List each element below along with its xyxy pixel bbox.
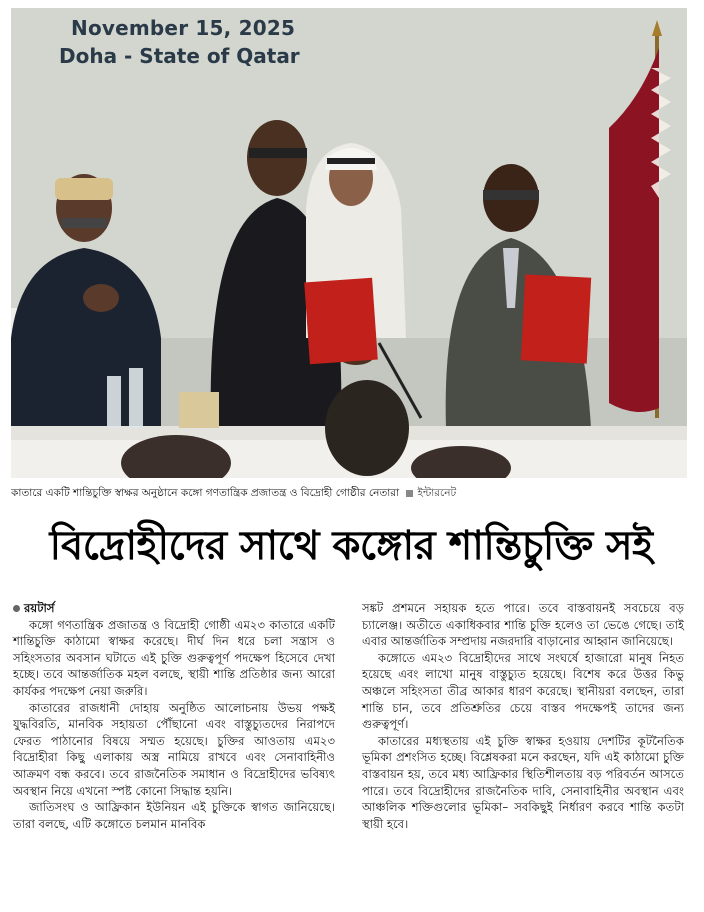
paragraph: কাতারের রাজধানী দোহায় অনুষ্ঠিত আলোচনায় উভয় পক্ষই যুদ্ধবিরতি, মানবিক সহায়তা পৌঁছানো এবং বাস্তুচ্যুতদের নিরাপদে ফেরত পাঠানোর বিষয়ে সম্মত হয়েছে। চুক্তির আওতায় এম২৩ বিদ্রোহীরা কিছু এলাকায় অস্ত্র নামিয়ে রাখবে এবং সেনাবাহিনীও আক্রমণ বন্ধ করবে। তবে রাজনৈতিক সমাধান ও বিদ্রোহীদের ভবিষ্যৎ অবস্থান নিয়ে এখনো স্পষ্ট কোনো সিদ্ধান্ত হয়নি। [13,700,335,798]
byline-text: রয়টার্স [24,601,55,615]
photo-place-text: Doha - State of Qatar [59,44,300,68]
audience-head [325,380,409,476]
credit-square-icon [406,490,413,497]
bullet-icon [13,605,20,612]
paragraph: সঙ্কট প্রশমনে সহায়ক হতে পারে। তবে বাস্তবায়নই সবচেয়ে বড় চ্যালেঞ্জ। অতীতে একাধিকবার শান্তি চুক্তি হলেও তা ভেঙে গেছে। তাই এবার আন্তর্জাতিক সম্প্রদায় নজরদারি বাড়ানোর আহ্বান জানিয়েছে। [362,601,684,649]
paragraph: কাতারের মধ্যস্থতায় এই চুক্তি স্বাক্ষর হওয়ায় দেশটির কূটনৈতিক ভূমিকা প্রশংসিত হচ্ছে। বিশ্লেষকরা মনে করছেন, যদি এই কাঠামো চুক্তি বাস্তবায়ন হয়, তবে মধ্য আফ্রিকার স্থিতিশীলতায় বড় পরিবর্তন আসতে পারে। তবে বিদ্রোহীদের রাজনৈতিক দাবি, সেনাবাহিনীর অবস্থান এবং আঞ্চলিক শক্তিগুলোর ভূমিকা– সবকিছুই নির্ধারণ করবে শান্তি কতটা স্থায়ী হবে। [362,733,684,831]
red-folder-right [521,274,591,363]
headline: বিদ্রোহীদের সাথে কঙ্গোর শান্তিচুক্তি সই [49,523,653,569]
photo-date-text: November 15, 2025 [71,16,296,40]
paragraph: কঙ্গো গণতান্ত্রিক প্রজাতন্ত্র ও বিদ্রোহী গোষ্ঠী এম২৩ কাতারে একটি শান্তিচুক্তি কাঠামো স্বাক্ষর করেছে। দীর্ঘ দিন ধরে চলা সন্ত্রাস ও সহিংসতার অবসান ঘটাতে এই চুক্তি গুরুত্বপূর্ণ পদক্ষেপ হিসেবে দেখা হচ্ছে। তবে আন্তর্জাতিক মহল বলছে, স্থায়ী শান্তি প্রতিষ্ঠার জন্য আরো কার্যকর পদক্ষেপ নেয়া জরুরি। [13,617,335,698]
photo-illustration [11,8,687,478]
paragraph: জাতিসংঘ ও আফ্রিকান ইউনিয়ন এই চুক্তিকে স্বাগত জানিয়েছে। তারা বলছে, এটি কঙ্গোতে চলমান মানবিক [13,800,335,831]
red-folder-left [304,278,378,365]
article-column-left [13,600,335,832]
byline [13,600,335,617]
caption-credit: ইন্টারনেট [417,487,457,499]
article-column-right [362,600,684,832]
caption-text: কাতারে একটি শান্তিচুক্তি স্বাক্ষর অনুষ্ঠানে কঙ্গো গণতান্ত্রিক প্রজাতন্ত্র ও বিদ্রোহী গোষ্ঠীর নেতারা [11,487,400,499]
news-photo [11,8,687,478]
photo-caption [11,486,687,500]
paragraph: কঙ্গোতে এম২৩ বিদ্রোহীদের সাথে সংঘর্ষে হাজারো মানুষ নিহত হয়েছে এবং লাখো মানুষ বাস্তুচ্যুত হয়েছে। বিশেষ করে উত্তর কিভু অঞ্চলে সহিংসতা তীব্র আকার ধারণ করেছে। স্থানীয়রা বলছেন, তারা শান্তি চান, তবে প্রতিশ্রুতির চেয়ে বাস্তব পদক্ষেপই তাদের জন্য গুরুত্বপূর্ণ। [362,650,684,732]
